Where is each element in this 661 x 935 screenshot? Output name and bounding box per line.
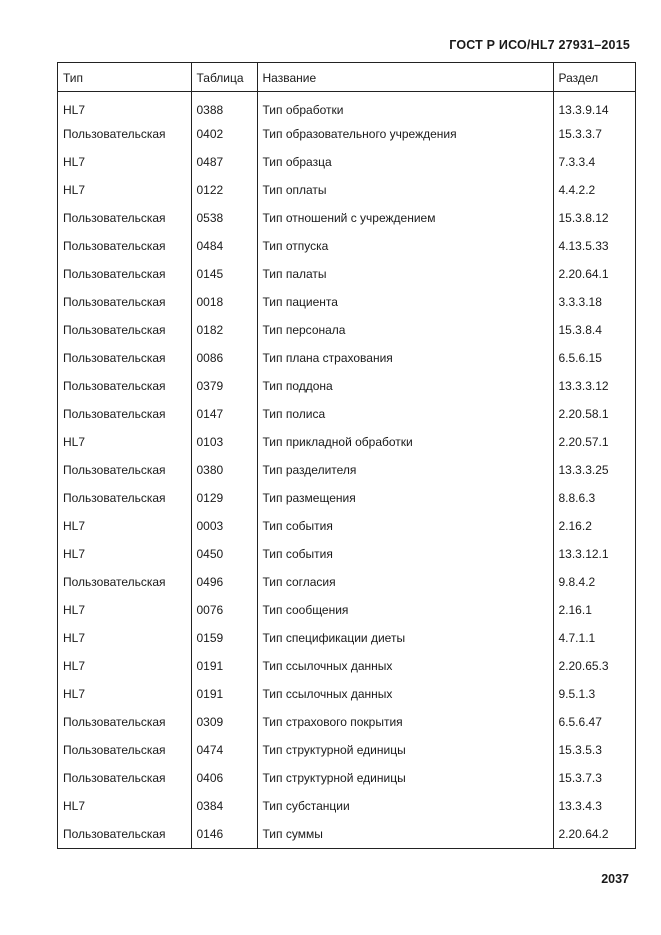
cell-type: HL7 — [63, 603, 86, 617]
cell-type: HL7 — [63, 183, 86, 197]
cell-name: Тип полиса — [257, 400, 553, 428]
table-row — [58, 400, 635, 428]
table-row — [58, 652, 635, 680]
cell-type: HL7 — [63, 631, 86, 645]
cell-name: Тип страхового покрытия — [257, 708, 553, 736]
cell-type: Пользовательская — [63, 239, 166, 253]
cell-name: Тип ссылочных данных — [257, 680, 553, 708]
table-row — [58, 680, 635, 708]
table-row — [58, 736, 635, 764]
cell-type: Пользовательская — [63, 211, 166, 225]
cell-type: HL7 — [63, 547, 86, 561]
cell-table-code: 0003 — [191, 512, 257, 540]
cell-name: Тип структурной единицы — [257, 764, 553, 792]
cell-type: HL7 — [63, 435, 86, 449]
cell-table-code: 0309 — [191, 708, 257, 736]
cell-section: 4.7.1.1 — [553, 624, 635, 652]
table-row — [58, 540, 635, 568]
cell-type: HL7 — [63, 155, 86, 169]
cell-name: Тип плана страхования — [257, 344, 553, 372]
cell-table-code: 0182 — [191, 316, 257, 344]
table-row — [58, 316, 635, 344]
column-header-section: Раздел — [553, 63, 635, 92]
table-row — [58, 708, 635, 736]
cell-name: Тип оплаты — [257, 176, 553, 204]
column-header-type: Тип — [58, 63, 191, 92]
cell-type: HL7 — [63, 519, 86, 533]
document-header: ГОСТ Р ИСО/HL7 27931–2015 — [449, 38, 630, 52]
cell-table-code: 0406 — [191, 764, 257, 792]
cell-section: 6.5.6.15 — [553, 344, 635, 372]
cell-table-code: 0538 — [191, 204, 257, 232]
table-row — [58, 512, 635, 540]
cell-type: Пользовательская — [63, 743, 166, 757]
cell-section: 7.3.3.4 — [553, 148, 635, 176]
cell-table-code: 0450 — [191, 540, 257, 568]
page-number: 2037 — [601, 872, 629, 886]
cell-table-code: 0191 — [191, 680, 257, 708]
cell-name: Тип пациента — [257, 288, 553, 316]
cell-name: Тип ссылочных данных — [257, 652, 553, 680]
table-row — [58, 484, 635, 512]
cell-section: 15.3.5.3 — [553, 736, 635, 764]
cell-table-code: 0159 — [191, 624, 257, 652]
cell-name: Тип отношений с учреждением — [257, 204, 553, 232]
cell-name: Тип прикладной обработки — [257, 428, 553, 456]
cell-table-code: 0147 — [191, 400, 257, 428]
cell-table-code: 0076 — [191, 596, 257, 624]
cell-type: Пользовательская — [63, 323, 166, 337]
table-row — [58, 820, 635, 848]
cell-section: 3.3.3.18 — [553, 288, 635, 316]
cell-type: Пользовательская — [63, 575, 166, 589]
cell-type: HL7 — [63, 659, 86, 673]
cell-name: Тип сообщения — [257, 596, 553, 624]
cell-type: Пользовательская — [63, 127, 166, 141]
cell-section: 2.20.65.3 — [553, 652, 635, 680]
cell-table-code: 0388 — [191, 92, 257, 121]
cell-type: Пользовательская — [63, 827, 166, 841]
cell-type: Пользовательская — [63, 295, 166, 309]
cell-table-code: 0402 — [191, 120, 257, 148]
cell-name: Тип отпуска — [257, 232, 553, 260]
cell-section: 15.3.3.7 — [553, 120, 635, 148]
cell-section: 15.3.7.3 — [553, 764, 635, 792]
cell-section: 8.8.6.3 — [553, 484, 635, 512]
cell-type: HL7 — [63, 799, 86, 813]
table-row — [58, 204, 635, 232]
cell-section: 2.20.64.2 — [553, 820, 635, 848]
table-row — [58, 176, 635, 204]
cell-section: 4.4.2.2 — [553, 176, 635, 204]
cell-name: Тип согласия — [257, 568, 553, 596]
table-row — [58, 372, 635, 400]
cell-section: 15.3.8.12 — [553, 204, 635, 232]
table-row — [58, 148, 635, 176]
table-row — [58, 624, 635, 652]
cell-section: 2.16.1 — [553, 596, 635, 624]
cell-name: Тип образца — [257, 148, 553, 176]
table-row — [58, 92, 635, 121]
cell-type: Пользовательская — [63, 379, 166, 393]
cell-section: 13.3.12.1 — [553, 540, 635, 568]
table-row — [58, 232, 635, 260]
cell-type: Пользовательская — [63, 351, 166, 365]
cell-section: 2.16.2 — [553, 512, 635, 540]
cell-type: Пользовательская — [63, 491, 166, 505]
cell-table-code: 0145 — [191, 260, 257, 288]
cell-section: 13.3.4.3 — [553, 792, 635, 820]
cell-type: Пользовательская — [63, 407, 166, 421]
cell-name: Тип персонала — [257, 316, 553, 344]
cell-section: 6.5.6.47 — [553, 708, 635, 736]
table-row — [58, 428, 635, 456]
cell-table-code: 0086 — [191, 344, 257, 372]
table-row — [58, 792, 635, 820]
cell-table-code: 0191 — [191, 652, 257, 680]
column-header-name: Название — [257, 63, 553, 92]
cell-name: Тип образовательного учреждения — [257, 120, 553, 148]
table-row — [58, 456, 635, 484]
cell-table-code: 0484 — [191, 232, 257, 260]
table-body — [58, 92, 635, 849]
table-row — [58, 288, 635, 316]
table-header-row — [58, 63, 635, 92]
cell-section: 4.13.5.33 — [553, 232, 635, 260]
cell-section: 2.20.64.1 — [553, 260, 635, 288]
cell-section: 15.3.8.4 — [553, 316, 635, 344]
cell-type: Пользовательская — [63, 771, 166, 785]
cell-name: Тип поддона — [257, 372, 553, 400]
cell-table-code: 0103 — [191, 428, 257, 456]
cell-table-code: 0496 — [191, 568, 257, 596]
cell-name: Тип обработки — [257, 92, 553, 121]
cell-name: Тип спецификации диеты — [257, 624, 553, 652]
cell-type: HL7 — [63, 687, 86, 701]
code-table — [58, 63, 635, 848]
cell-type: Пользовательская — [63, 463, 166, 477]
cell-table-code: 0380 — [191, 456, 257, 484]
cell-name: Тип структурной единицы — [257, 736, 553, 764]
table-row — [58, 260, 635, 288]
cell-name: Тип субстанции — [257, 792, 553, 820]
cell-name: Тип события — [257, 540, 553, 568]
cell-table-code: 0122 — [191, 176, 257, 204]
cell-name: Тип события — [257, 512, 553, 540]
cell-table-code: 0018 — [191, 288, 257, 316]
cell-name: Тип суммы — [257, 820, 553, 848]
cell-name: Тип разделителя — [257, 456, 553, 484]
cell-section: 2.20.57.1 — [553, 428, 635, 456]
cell-section: 13.3.9.14 — [553, 92, 635, 121]
table-row — [58, 120, 635, 148]
column-header-table: Таблица — [191, 63, 257, 92]
cell-name: Тип палаты — [257, 260, 553, 288]
table-row — [58, 568, 635, 596]
cell-table-code: 0487 — [191, 148, 257, 176]
cell-section: 13.3.3.12 — [553, 372, 635, 400]
code-table-container — [57, 62, 636, 849]
cell-table-code: 0129 — [191, 484, 257, 512]
cell-table-code: 0384 — [191, 792, 257, 820]
cell-type: Пользовательская — [63, 715, 166, 729]
table-row — [58, 764, 635, 792]
cell-table-code: 0146 — [191, 820, 257, 848]
table-row — [58, 344, 635, 372]
cell-type: HL7 — [63, 103, 86, 117]
table-row — [58, 596, 635, 624]
cell-section: 9.5.1.3 — [553, 680, 635, 708]
cell-table-code: 0474 — [191, 736, 257, 764]
cell-table-code: 0379 — [191, 372, 257, 400]
cell-type: Пользовательская — [63, 267, 166, 281]
cell-section: 9.8.4.2 — [553, 568, 635, 596]
cell-section: 2.20.58.1 — [553, 400, 635, 428]
cell-section: 13.3.3.25 — [553, 456, 635, 484]
cell-name: Тип размещения — [257, 484, 553, 512]
